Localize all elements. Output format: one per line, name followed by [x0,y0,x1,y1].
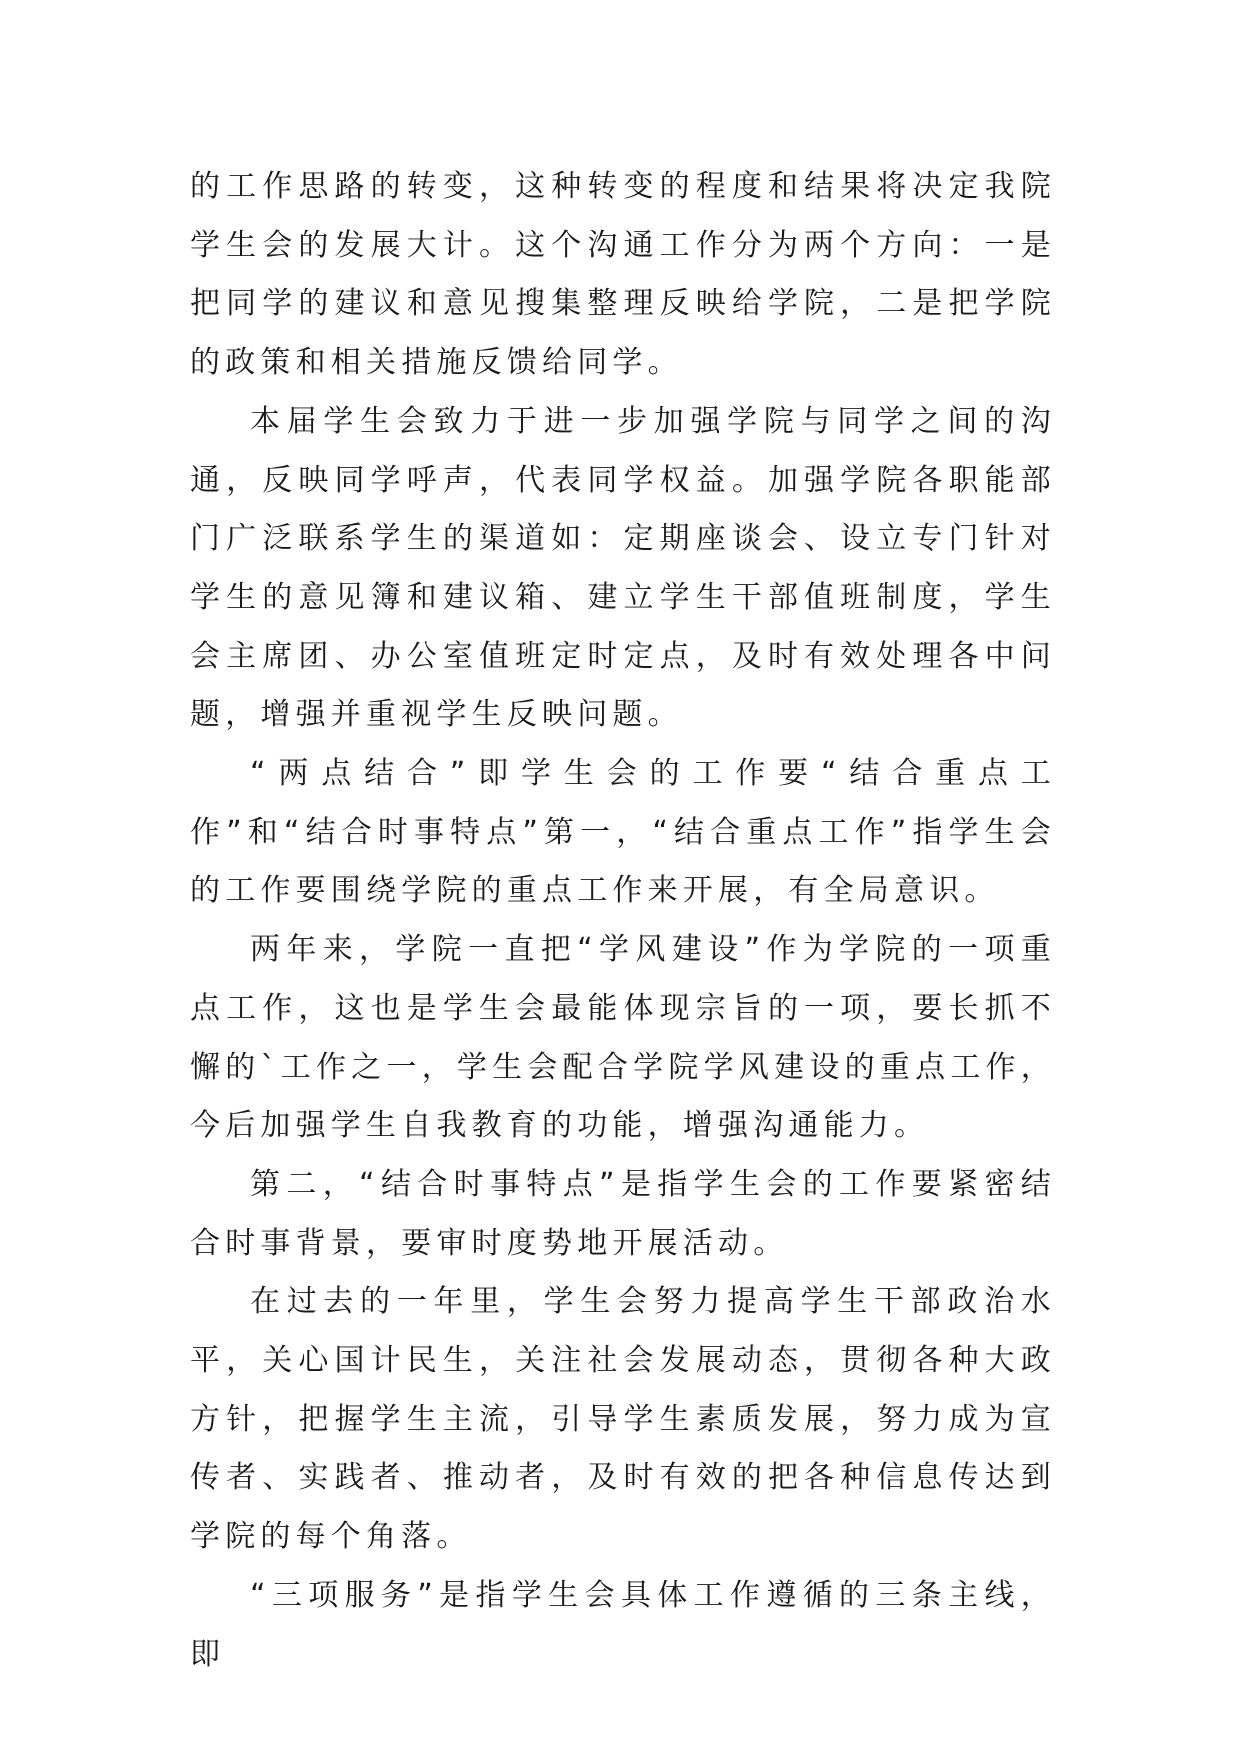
document-body [190,158,1056,1684]
paragraph-3: “两点结合”即学生会的工作要“结合重点工作”和“结合时事特点”第一，“结合重点工作”指学生会的工作要围绕学院的重点工作来开展，有全局意识。 [190,756,1056,909]
paragraph-7: “三项服务”是指学生会具体工作遵循的三条主线，即 [190,1577,1056,1672]
paragraph-6: 在过去的一年里，学生会努力提高学生干部政治水平，关心国计民生，关注社会发展动态，贯彻各种大政方针，把握学生主流，引导学生素质发展，努力成为宣传者、实践者、推动者，及时有效的把各种信息传达到学院的每个角落。 [190,1284,1056,1555]
paragraph-4: 两年来，学院一直把“学风建设”作为学院的一项重点工作，这也是学生会最能体现宗旨的一项，要长抓不懈的`工作之一，学生会配合学院学风建设的重点工作，今后加强学生自我教育的功能，增强沟通能力。 [190,932,1056,1144]
paragraph-5: 第二，“结合时事特点”是指学生会的工作要紧密结合时事背景，要审时度势地开展活动。 [190,1166,1056,1261]
paragraph-1: 的工作思路的转变，这种转变的程度和结果将决定我院学生会的发展大计。这个沟通工作分为两个方向：一是把同学的建议和意见搜集整理反映给学院，二是把学院的政策和相关措施反馈给同学。 [190,169,1056,381]
paragraph-2: 本届学生会致力于进一步加强学院与同学之间的沟通，反映同学呼声，代表同学权益。加强学院各职能部门广泛联系学生的渠道如：定期座谈会、设立专门针对学生的意见簿和建议箱、建立学生干部值班制度，学生会主席团、办公室值班定时定点，及时有效处理各中问题，增强并重视学生反映问题。 [190,403,1056,733]
